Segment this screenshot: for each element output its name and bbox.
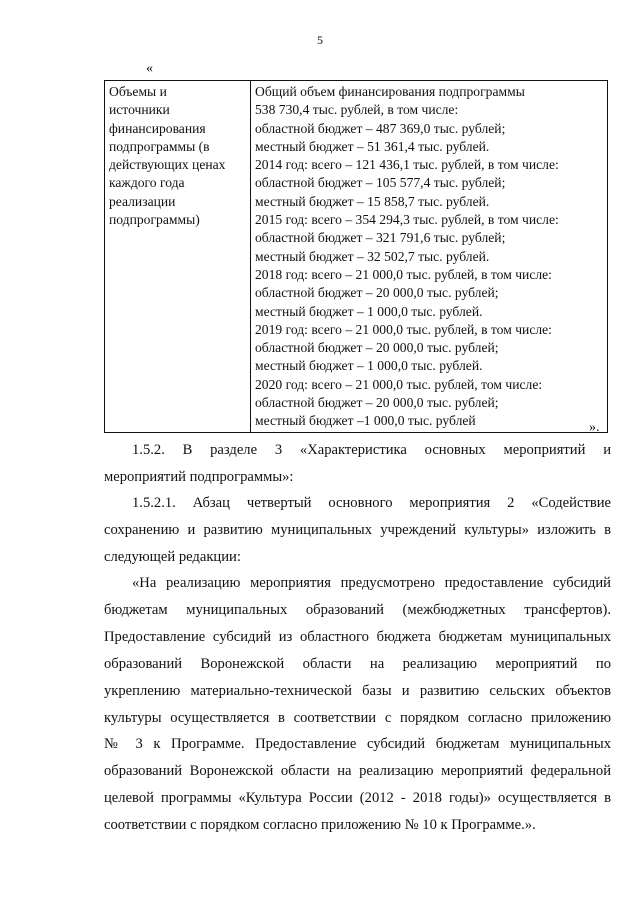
opening-quote-mark: «: [146, 61, 153, 76]
paragraph-line: Предоставление субсидий из областного бюджета бюджетам муниципальных: [104, 628, 611, 645]
paragraph-1-5-2-1: [104, 490, 611, 571]
value-line: местный бюджет –1 000,0 тыс. рублей: [255, 413, 476, 429]
value-line: местный бюджет – 1 000,0 тыс. рублей.: [255, 303, 483, 319]
label-line: подпрограммы): [109, 212, 200, 228]
paragraph-1-5-2: [104, 437, 611, 491]
value-line: областной бюджет – 321 791,6 тыс. рублей;: [255, 230, 506, 246]
value-line: областной бюджет – 20 000,0 тыс. рублей;: [255, 340, 499, 356]
value-line: местный бюджет – 1 000,0 тыс. рублей.: [255, 358, 483, 374]
paragraph-line: 1.5.2.1. Абзац четвертый основного мероприятия 2 «Содействие: [132, 495, 611, 511]
financing-table: [104, 80, 608, 433]
table-label-cell: [105, 81, 251, 433]
value-line: 2020 год: всего – 21 000,0 тыс. рублей, том числе:: [255, 376, 543, 392]
value-line: местный бюджет – 32 502,7 тыс. рублей.: [255, 248, 490, 264]
paragraph-line: соответствии с порядком согласно приложению № 10 к Программе.».: [104, 817, 536, 834]
closing-quote-mark: ».: [589, 420, 600, 435]
label-line: действующих ценах: [109, 157, 226, 173]
paragraph-line: мероприятий подпрограммы»:: [104, 468, 294, 485]
label-line: источники: [109, 102, 170, 118]
value-line: 2018 год: всего – 21 000,0 тыс. рублей, в том числе:: [255, 266, 552, 282]
value-line: местный бюджет – 15 858,7 тыс. рублей.: [255, 193, 490, 209]
paragraph-line: следующей редакции:: [104, 548, 241, 565]
value-line: 2015 год: всего – 354 294,3 тыс. рублей, в том числе:: [255, 212, 559, 228]
label-line: каждого года: [109, 175, 185, 191]
paragraph-line: укреплению материально-технической базы и развитию сельских объектов: [104, 682, 611, 699]
table-row: [105, 81, 608, 433]
paragraph-line: образований Воронежской области на реализацию мероприятий федеральной: [104, 763, 611, 780]
value-line: местный бюджет – 51 361,4 тыс. рублей.: [255, 138, 490, 154]
paragraph-line: № 3 к Программе. Предоставление субсидий бюджетам муниципальных: [104, 736, 611, 753]
value-line: областной бюджет – 20 000,0 тыс. рублей;: [255, 285, 499, 301]
quoted-paragraph: [104, 570, 611, 839]
paragraph-line: целевой программы «Культура России (2012 - 2018 годы)» осуществляется в: [104, 790, 611, 807]
value-line: областной бюджет – 487 369,0 тыс. рублей;: [255, 120, 506, 136]
label-line: реализации: [109, 193, 176, 209]
value-line: Общий объем финансирования подпрограммы: [255, 84, 525, 99]
value-line: областной бюджет – 20 000,0 тыс. рублей;: [255, 395, 499, 411]
table-value-cell: [251, 81, 608, 433]
value-line: областной бюджет – 105 577,4 тыс. рублей;: [255, 175, 506, 191]
paragraph-line: 1.5.2. В разделе 3 «Характеристика основных мероприятий и: [132, 442, 611, 458]
value-line: 2019 год: всего – 21 000,0 тыс. рублей, в том числе:: [255, 321, 552, 337]
page-number: 5: [317, 33, 323, 47]
paragraph-line: сохранению и развитию муниципальных учреждений культуры» изложить в: [104, 521, 611, 538]
label-line: подпрограммы (в: [109, 138, 210, 154]
value-line: 2014 год: всего – 121 436,1 тыс. рублей, в том числе:: [255, 157, 559, 173]
label-line: финансирования: [109, 120, 206, 136]
paragraph-line: культуры осуществляется в соответствии с порядком согласно приложению: [104, 709, 611, 726]
paragraph-line: «На реализацию мероприятия предусмотрено предоставление субсидий: [132, 575, 611, 591]
label-line: Объемы и: [109, 84, 167, 99]
paragraph-line: бюджетам муниципальных образований (межбюджетных трансфертов).: [104, 601, 611, 618]
paragraph-line: образований Воронежской области на реализацию мероприятий по: [104, 655, 611, 672]
value-line: 538 730,4 тыс. рублей, в том числе:: [255, 102, 459, 118]
